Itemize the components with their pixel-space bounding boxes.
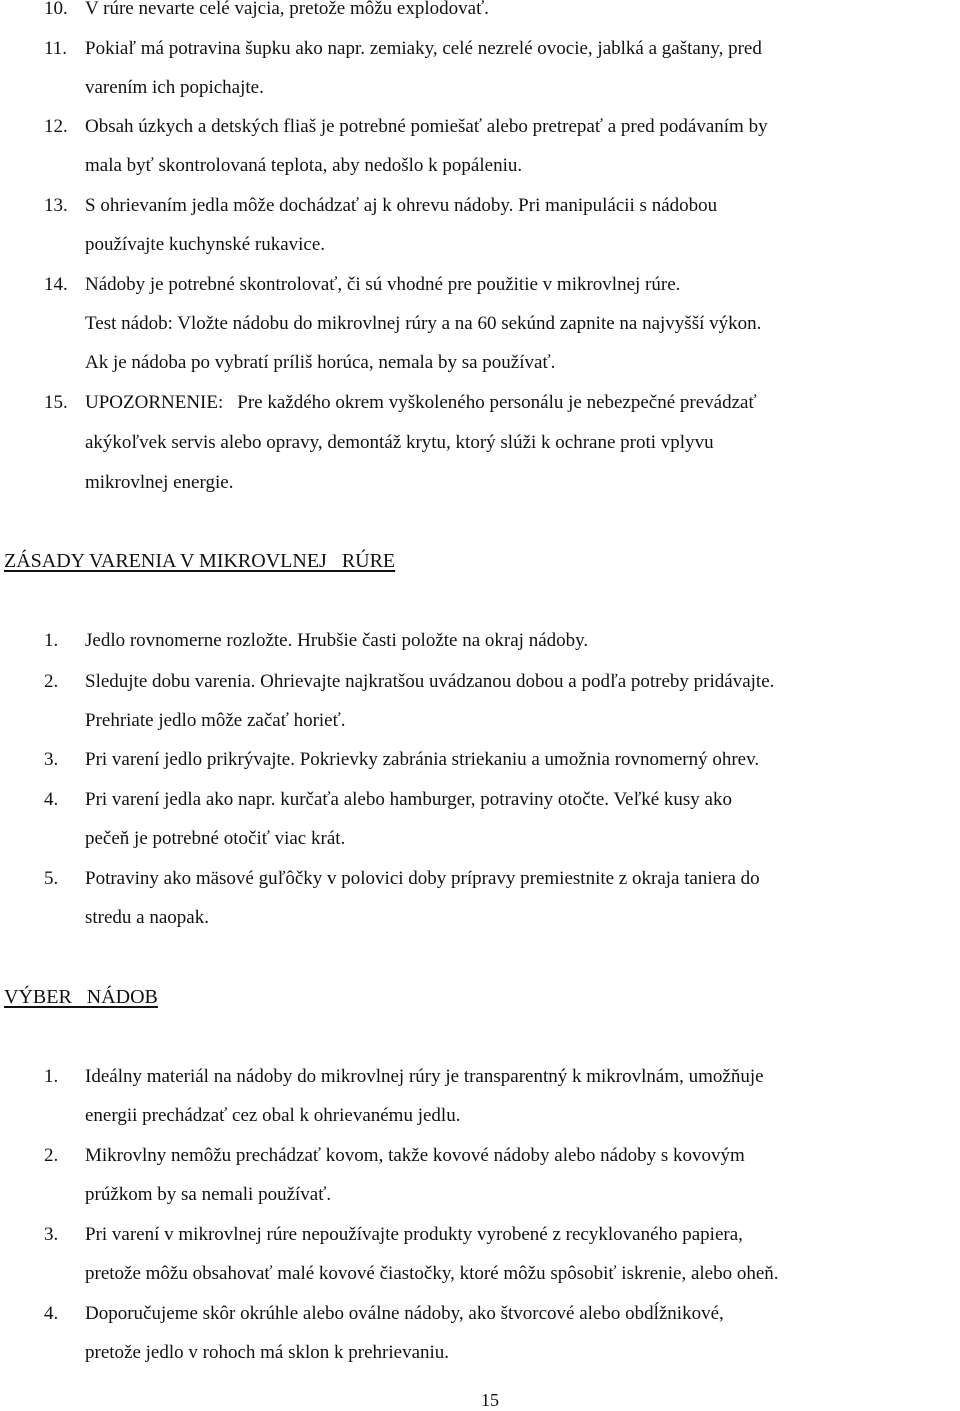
item-text: Test nádob: Vložte nádobu do mikrovlnej rúry a na 60 sekúnd zapnite na najvyšší výkon. [85,313,762,334]
item-text: Prehriate jedlo môže začať horieť. [85,710,346,731]
item-number: 13. [44,195,68,216]
item-number: 11. [44,38,68,59]
item-text: Jedlo rovnomerne rozložte. Hrubšie časti položte na okraj nádoby. [85,630,589,651]
item-text: používajte kuchynské rukavice. [85,234,326,255]
item-text: Pri varení v mikrovlnej rúre nepoužívajte produkty vyrobené z recyklovaného papiera, [85,1224,743,1245]
item-text: Potraviny ako mäsové guľôčky v polovici doby prípravy premiestnite z okraja taniera do [85,868,760,889]
item-number: 2. [44,1145,59,1166]
item-text: pretože jedlo v rohoch má sklon k prehrievaniu. [85,1342,450,1363]
item-text: S ohrievaním jedla môže dochádzať aj k ohrevu nádoby. Pri manipulácii s nádobou [85,195,718,216]
item-number: 5. [44,868,59,889]
item-text: stredu a naopak. [85,907,209,928]
item-text: Pre každého okrem vyškoleného personálu je nebezpečné prevádzať [237,392,757,413]
item-text: Nádoby je potrebné skontrolovať, či sú vhodné pre použitie v mikrovlnej rúre. [85,274,681,295]
section-heading: ZÁSADY VARENIA V MIKROVLNEJ RÚRE [4,550,396,572]
item-text: varením ich popichajte. [85,77,264,98]
item-text: pečeň je potrebné otočiť viac krát. [85,828,346,849]
item-number: 10. [44,0,68,19]
item-text: Ak je nádoba po vybratí príliš horúca, nemala by sa používať. [85,352,556,373]
item-text: V rúre nevarte celé vajcia, pretože môžu explodovať. [85,0,489,19]
item-text: prúžkom by sa nemali používať. [85,1184,332,1205]
item-number: 1. [44,630,59,651]
warning-line [85,392,757,414]
item-number: 2. [44,671,59,692]
item-text: Ideálny materiál na nádoby do mikrovlnej rúry je transparentný k mikrovlnám, umožňuje [85,1066,764,1087]
item-text: Pokiaľ má potravina šupku ako napr. zemiaky, celé nezrelé ovocie, jablká a gaštany, pred [85,38,762,59]
item-number: 4. [44,789,59,810]
item-number: 12. [44,116,68,137]
item-text: Mikrovlny nemôžu prechádzať kovom, takže kovové nádoby alebo nádoby s kovovým [85,1145,745,1166]
item-text: mikrovlnej energie. [85,472,234,493]
item-number: 4. [44,1303,59,1324]
item-number: 1. [44,1066,59,1087]
item-text: energii prechádzať cez obal k ohrievanému jedlu. [85,1105,461,1126]
section-heading: VÝBER NÁDOB [4,986,158,1008]
item-number: 3. [44,749,59,770]
item-text: mala byť skontrolovaná teplota, aby nedošlo k popáleniu. [85,155,523,176]
item-number: 14. [44,274,68,295]
item-text: Obsah úzkych a detských fliaš je potrebné pomiešať alebo pretrepať a pred podávaním by [85,116,768,137]
item-text: Pri varení jedla ako napr. kurčaťa alebo hamburger, potraviny otočte. Veľké kusy ako [85,789,732,810]
item-number: 3. [44,1224,59,1245]
item-text: pretože môžu obsahovať malé kovové čiastočky, ktoré môžu spôsobiť iskrenie, alebo oheň. [85,1263,779,1284]
item-text: Sledujte dobu varenia. Ohrievajte najkratšou uvádzanou dobou a podľa potreby pridávajte. [85,671,775,692]
item-text: Pri varení jedlo prikrývajte. Pokrievky zabránia striekaniu a umožnia rovnomerný ohrev. [85,749,760,770]
item-text: Doporučujeme skôr okrúhle alebo oválne nádoby, ako štvorcové alebo obdĺžnikové, [85,1303,724,1324]
warning-label: UPOZORNENIE: [85,392,224,413]
page-number: 15 [481,1390,499,1410]
item-text: akýkoľvek servis alebo opravy, demontáž krytu, ktorý slúži k ochrane proti vplyvu [85,432,714,453]
item-number: 15. [44,392,68,413]
